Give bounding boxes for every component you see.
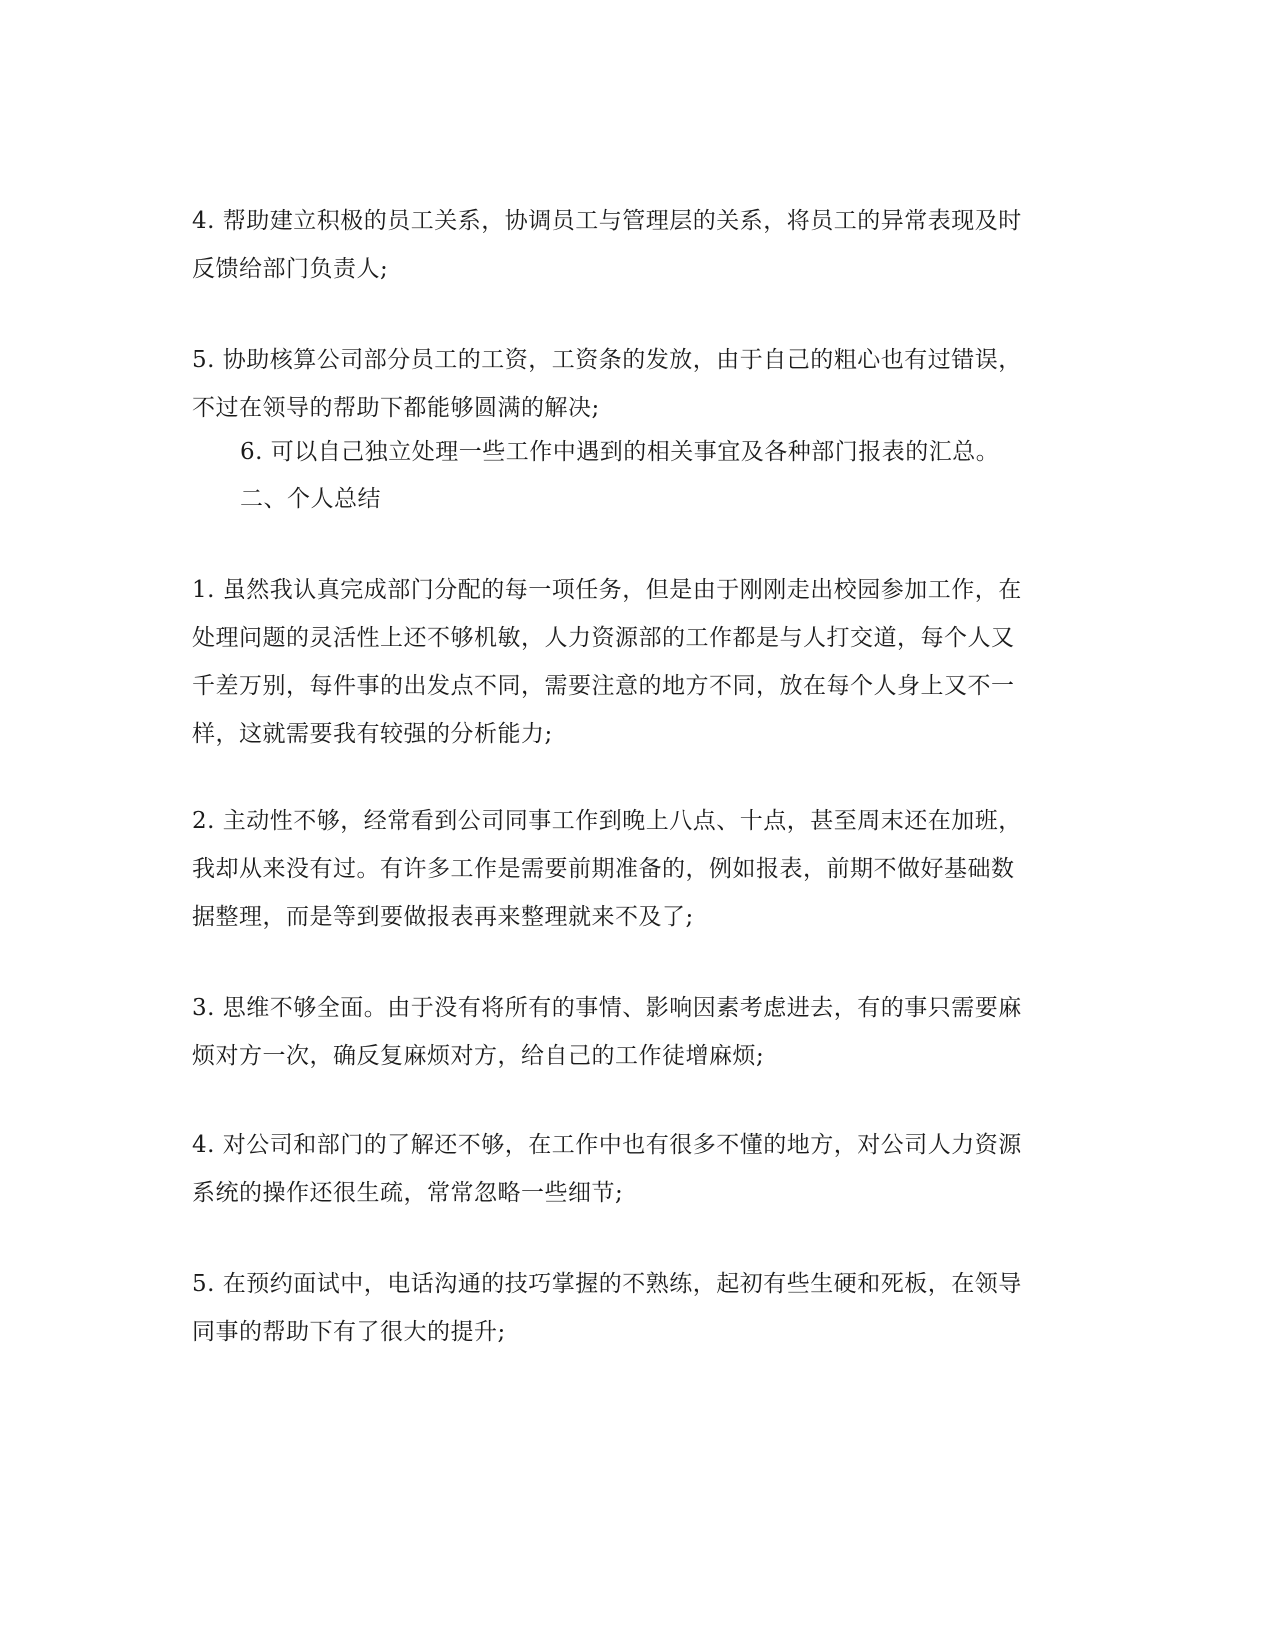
text-line: 3. 思维不够全面。由于没有将所有的事情、影响因素考虑进去，有的事只需要麻 (192, 995, 1022, 1021)
paragraph-summary-3 (192, 984, 1072, 1080)
text-line: 系统的操作还很生疏，常常忽略一些细节; (192, 1180, 624, 1206)
paragraph-summary-5 (192, 1260, 1072, 1356)
paragraph-item-4-employee-relations (192, 197, 1072, 293)
paragraph-summary-2 (192, 797, 1072, 941)
text-line: 4. 帮助建立积极的员工关系，协调员工与管理层的关系，将员工的异常表现及时 (192, 208, 1022, 234)
paragraph-summary-4 (192, 1121, 1072, 1217)
text-line: 样，这就需要我有较强的分析能力; (192, 721, 553, 747)
text-line: 烦对方一次，确反复麻烦对方，给自己的工作徒增麻烦; (192, 1043, 765, 1069)
text-line: 我却从来没有过。有许多工作是需要前期准备的，例如报表，前期不做好基础数 (192, 856, 1015, 882)
text-line: 5. 在预约面试中，电话沟通的技巧掌握的不熟练，起初有些生硬和死板，在领导 (192, 1271, 1022, 1297)
text-line: 5. 协助核算公司部分员工的工资，工资条的发放，由于自己的粗心也有过错误， (192, 347, 1022, 373)
paragraph-summary-1 (192, 566, 1072, 758)
text-line: 处理问题的灵活性上还不够机敏，人力资源部的工作都是与人打交道，每个人又 (192, 625, 1015, 651)
paragraph-item-5-payroll (192, 336, 1072, 432)
section-heading-personal-summary (240, 475, 1070, 523)
text-line: 不过在领导的帮助下都能够圆满的解决; (192, 395, 600, 421)
text-line: 2. 主动性不够，经常看到公司同事工作到晚上八点、十点，甚至周末还在加班， (192, 808, 1022, 834)
paragraph-item-6-reports (240, 428, 1070, 476)
text-line: 反馈给部门负责人; (192, 256, 389, 282)
section-heading: 二、个人总结 (240, 486, 381, 512)
text-line: 同事的帮助下有了很大的提升; (192, 1319, 506, 1345)
text-line: 1. 虽然我认真完成部门分配的每一项任务，但是由于刚刚走出校园参加工作，在 (192, 577, 1022, 603)
text-line: 据整理，而是等到要做报表再来整理就来不及了; (192, 904, 694, 930)
text-line: 千差万别，每件事的出发点不同，需要注意的地方不同，放在每个人身上又不一 (192, 673, 1015, 699)
text-line: 4. 对公司和部门的了解还不够，在工作中也有很多不懂的地方，对公司人力资源 (192, 1132, 1022, 1158)
text-line: 6. 可以自己独立处理一些工作中遇到的相关事宜及各种部门报表的汇总。 (240, 439, 1000, 465)
